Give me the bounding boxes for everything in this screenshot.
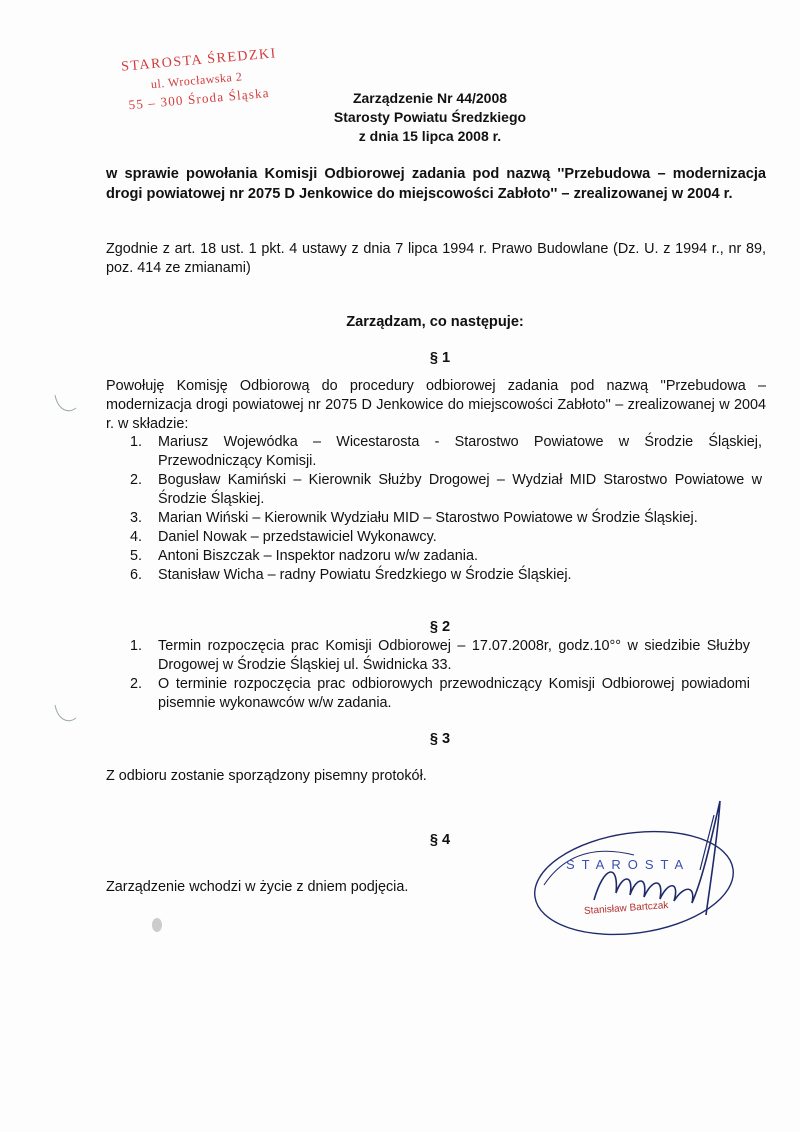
list-item-number: 3. [130, 510, 143, 526]
document-subject: w sprawie powołania Komisji Odbiorowej zadania pod nazwą ''Przebudowa – modernizacja drogi powiatowej nr 2075 D Jenkowice do miejscowości Zabłoto'' – zrealizowanej w 2004 r. [106, 166, 766, 202]
list-item-text: Bogusław Kamiński – Kierownik Służby Drogowej – Wydział MID Starostwo Powiatowe w Środzie Śląskiej. [158, 472, 762, 507]
list-item [130, 509, 762, 528]
list-item-number: 2. [130, 472, 143, 488]
stamp-line-2: ul. Wrocławska 2 [150, 69, 243, 92]
document-subtitle: Starosty Powiatu Średzkiego [333, 109, 527, 125]
list-item-text: Mariusz Wojewódka – Wicestarosta - Starostwo Powiatowe w Środzie Śląskiej, Przewodniczący Komisji. [158, 434, 762, 469]
document-title: Zarządzenie Nr 44/2008 [352, 90, 508, 106]
list-item [130, 637, 750, 675]
legal-basis: Zgodnie z art. 18 ust. 1 pkt. 4 ustawy z dnia 7 lipca 1994 r. Prawo Budowlane (Dz. U. z 1994 r., nr 89, poz. 414 ze zmianami) [106, 241, 766, 276]
list-item [130, 528, 762, 547]
signature-stamp-name: Stanisław Bartczak [583, 900, 669, 917]
list-item-text: Daniel Nowak – przedstawiciel Wykonawcy. [158, 529, 437, 545]
scan-smudge [152, 918, 162, 932]
list-item-text: Antoni Biszczak – Inspektor nadzoru w/w zadania. [158, 548, 478, 564]
stamp-line-1: STAROSTA ŚREDZKI [120, 46, 278, 75]
section-1-heading: § 1 [429, 350, 451, 366]
list-item-text: O terminie rozpoczęcia prac odbiorowych przewodniczący Komisji Odbiorowej powiadomi pisemnie wykonawców w/w zadania. [158, 676, 750, 711]
section-2-heading: § 2 [429, 619, 451, 635]
office-stamp [118, 35, 323, 122]
list-item-number: 2. [130, 676, 143, 692]
section-3-heading: § 3 [429, 731, 451, 747]
list-item-number: 6. [130, 567, 143, 583]
signature-stamp-title: STAROSTA [566, 857, 691, 872]
section-4-text: Zarządzenie wchodzi w życie z dniem podjęcia. [106, 879, 409, 895]
punch-hole-mark-bottom [50, 700, 80, 730]
section-2-points [130, 637, 750, 713]
list-item [130, 566, 762, 585]
list-item-number: 5. [130, 548, 143, 564]
list-item-number: 1. [130, 638, 143, 654]
punch-hole-mark-top [50, 390, 80, 420]
list-item [130, 433, 762, 471]
starosta-signature [524, 795, 774, 945]
list-item-number: 4. [130, 529, 143, 545]
list-item-text: Termin rozpoczęcia prac Komisji Odbiorowej – 17.07.2008r, godz.10°° w siedzibie Służby Drogowej w Środzie Śląskiej ul. Świdnicka 33. [158, 638, 750, 673]
stamp-line-3: 55 – 300 Środa Śląska [127, 84, 271, 113]
commission-members-list [130, 433, 762, 585]
section-1-intro: Powołuję Komisję Odbiorową do procedury odbiorowej zadania pod nazwą ''Przebudowa – modernizacja drogi powiatowej nr 2075 D Jenkowice do miejscowości Zabłoto'' – zrealizowanej w 2004 r. w składzie: [106, 378, 766, 432]
list-item [130, 547, 762, 566]
section-4-heading: § 4 [429, 832, 451, 848]
list-item-number: 1. [130, 434, 143, 450]
document-date: z dnia 15 lipca 2008 r. [358, 128, 502, 144]
decree-heading: Zarządzam, co następuje: [346, 314, 524, 330]
list-item-text: Stanisław Wicha – radny Powiatu Średzkiego w Środzie Śląskiej. [158, 567, 572, 583]
list-item-text: Marian Wiński – Kierownik Wydziału MID – Starostwo Powiatowe w Środzie Śląskiej. [158, 510, 698, 526]
list-item [130, 675, 750, 713]
list-item [130, 471, 762, 509]
section-3-text: Z odbioru zostanie sporządzony pisemny protokół. [106, 768, 427, 784]
